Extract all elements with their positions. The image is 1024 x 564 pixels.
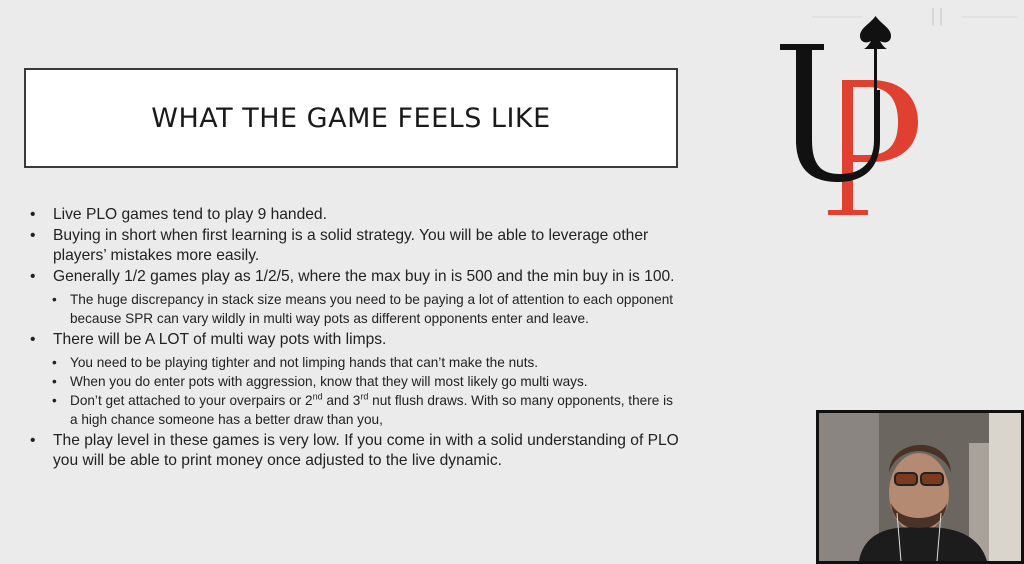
slide-title: WHAT THE GAME FEELS LIKE bbox=[151, 102, 551, 134]
bullet-dot-icon: • bbox=[30, 227, 36, 244]
list-item: • Buying in short when first learning is a solid strategy. You will be able to leverage other players’ mistakes more easily. bbox=[30, 227, 649, 264]
list-item: • Generally 1/2 games play as 1/2/5, where the max buy in is 500 and the min buy in is 100. bbox=[30, 268, 675, 285]
up-spade-logo bbox=[770, 10, 930, 225]
bullet-dot-icon: • bbox=[52, 355, 57, 370]
bullet-dot-icon: • bbox=[30, 432, 36, 449]
slide-title-box bbox=[24, 68, 678, 168]
bullet-dot-icon: • bbox=[30, 331, 36, 348]
list-item: • The play level in these games is very low. If you come in with a solid understanding of PLO you will be able to print money once adjusted to the live dynamic. bbox=[30, 432, 679, 469]
list-item: • Live PLO games tend to play 9 handed. bbox=[30, 206, 327, 223]
webcam-overlay bbox=[816, 410, 1024, 564]
bullet-dot-icon: • bbox=[52, 374, 57, 389]
bullet-dot-icon: • bbox=[30, 206, 36, 223]
sub-list-item: • When you do enter pots with aggression, know that they will most likely go multi ways. bbox=[52, 374, 588, 389]
sub-list bbox=[30, 353, 680, 429]
bullet-dot-icon: • bbox=[52, 292, 57, 307]
sub-list-item: • You need to be playing tighter and not limping hands that can’t make the nuts. bbox=[52, 355, 539, 370]
bullet-dot-icon: • bbox=[52, 393, 57, 408]
list-item: • There will be A LOT of multi way pots with limps. bbox=[30, 331, 387, 348]
bullet-list bbox=[30, 205, 680, 472]
sub-list bbox=[30, 290, 680, 328]
bullet-dot-icon: • bbox=[30, 268, 36, 285]
sub-list-item: • The huge discrepancy in stack size means you need to be paying a lot of attention to each opponent because SPR can vary wildly in multi way pots as different opponents enter and leave. bbox=[52, 292, 674, 326]
webcam-video-frame bbox=[819, 413, 1021, 561]
sub-list-item: • Don’t get attached to your overpairs or 2nd and 3rd nut flush draws. With so many opponents, there is a high chance someone has a better draw than you, bbox=[52, 391, 673, 427]
